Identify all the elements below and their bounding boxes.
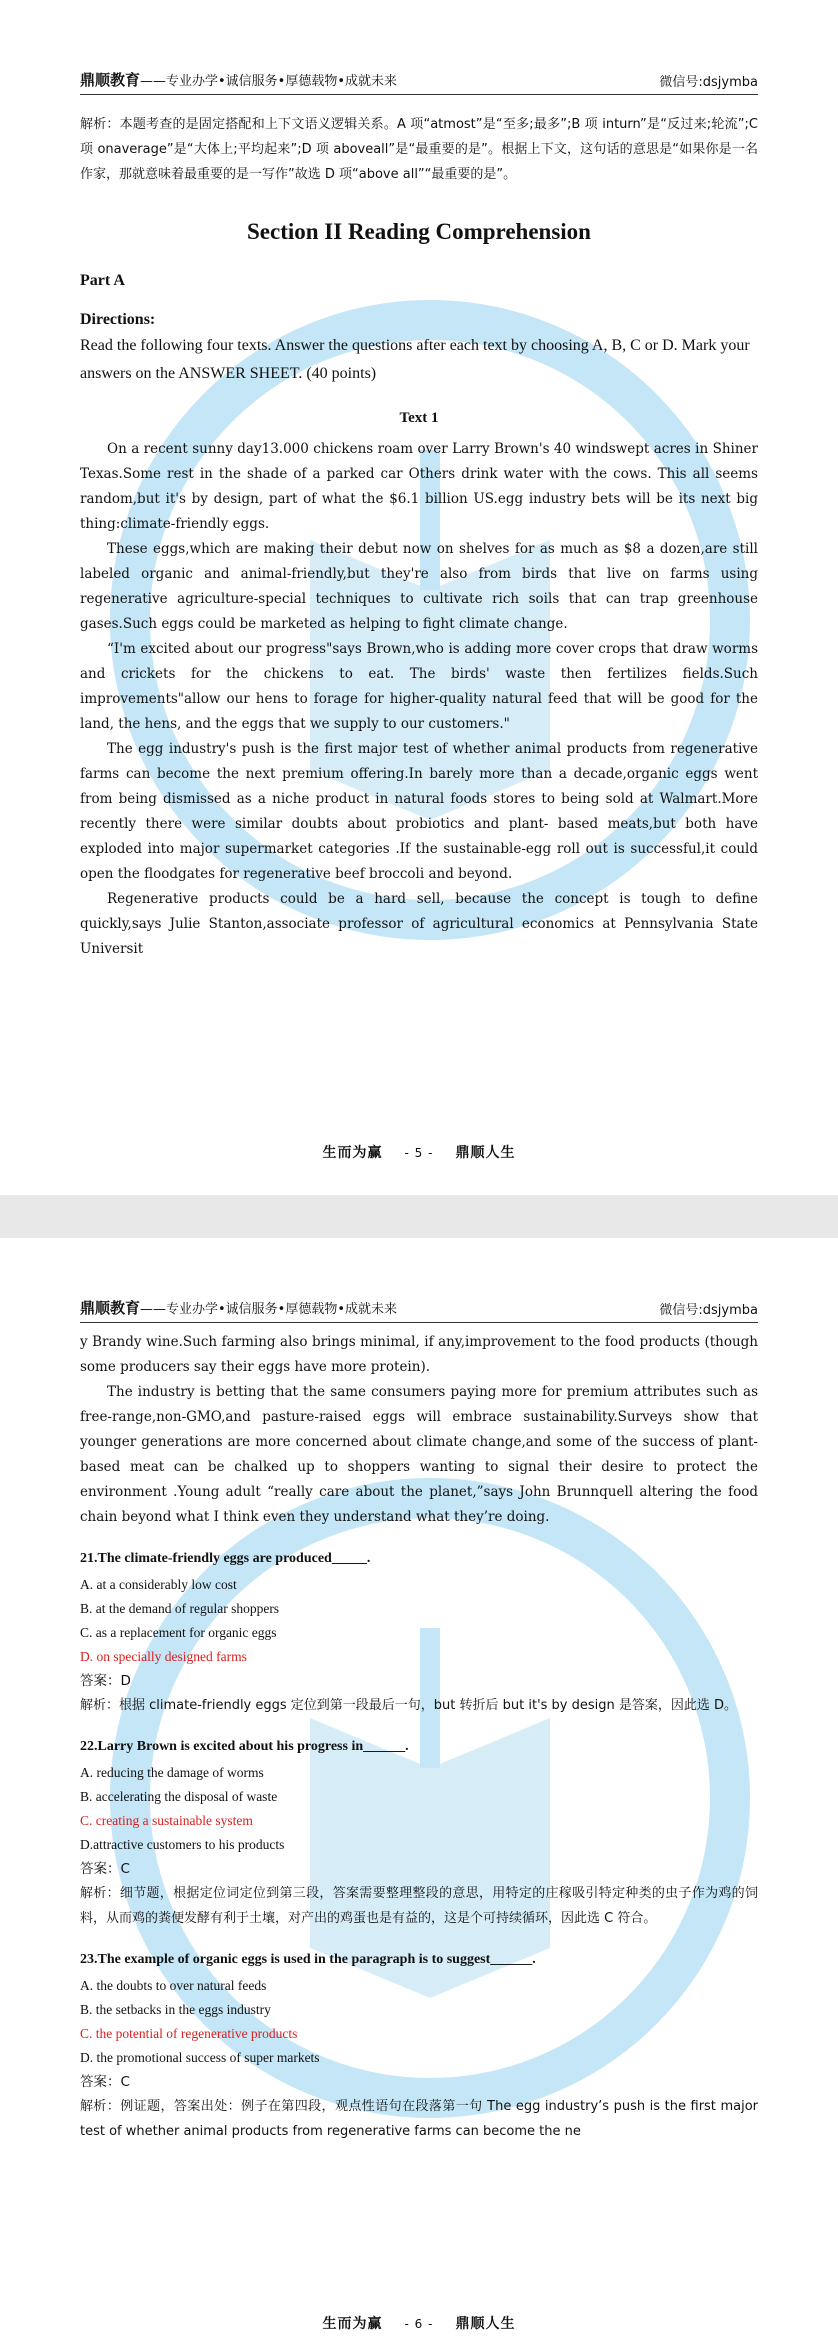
directions-heading: Directions: [80,311,156,328]
question-22-option-b: B. accelerating the disposal of waste [80,1789,278,1804]
question-21-option-d-correct: D. on specially designed farms [80,1649,247,1664]
paragraph-continuation: y Brandy wine.Such farming also brings minimal, if any,improvement to the food products (though some producers say their eggs have more protein). [80,1334,758,1375]
question-21-option-a: A. at a considerably low cost [80,1577,237,1592]
brand-name: 鼎顺教育 [80,71,141,89]
brand-slogan: ——专业办学•诚信服务•厚德载物•成就未来 [140,1302,398,1317]
paragraph: Regenerative products could be a hard sell, because the concept is tough to define quickly,says Julie Stanton,associate professor of agricultural economics at Pennsylvania State Universit [80,891,758,957]
question-22-answer: 答案：C [80,1861,130,1877]
page-header [80,60,758,95]
question-22-title: 22.Larry Brown is excited about his progress in______. [80,1739,409,1754]
page-number: - 6 - [404,2317,434,2331]
question-23-answer: 答案：C [80,2074,130,2090]
page-footer [0,2313,838,2333]
question-21-option-b: B. at the demand of regular shoppers [80,1601,280,1616]
question-22-option-d: D.attractive customers to his products [80,1837,285,1852]
question-23-option-a: A. the doubts to over natural feeds [80,1978,267,1993]
question-21-explanation: 解析：根据 climate-friendly eggs 定位到第一段最后一句，but 转折后 but it's by design 是答案，因此选 D。 [80,1698,738,1713]
section-title: Section II Reading Comprehension [247,219,591,244]
page-number: - 5 - [404,1146,434,1160]
page-footer [0,1142,838,1162]
question-21-answer: 答案：D [80,1673,131,1689]
paragraph: On a recent sunny day13.000 chickens roam over Larry Brown's 40 windswept acres in Shiner Texas.Some rest in the shade of a parked car Others drink water with the cows. This all seems random,but it's by design, part of what the $6.1 billion US.egg industry bets will be its next big thing:climate-friendly eggs. [80,441,758,532]
brand-name: 鼎顺教育 [80,1299,141,1317]
part-label: Part A [80,272,125,289]
question-23-option-c-correct: C. the potential of regenerative products [80,2026,298,2041]
document-page-6 [0,1238,838,2337]
page-header [80,1288,758,1323]
question-22-option-a: A. reducing the damage of worms [80,1765,264,1780]
question-23-option-d: D. the promotional success of super markets [80,2050,320,2065]
question-23-option-b: B. the setbacks in the eggs industry [80,2002,271,2017]
footer-right-motto: 鼎顺人生 [455,1145,516,1161]
wechat-id: 微信号:dsjymba [659,1303,758,1318]
paragraph: The egg industry's push is the first major test of whether animal products from regenerative farms can become the next premium offering.In barely more than a decade,organic eggs went from being dismissed as a niche product in natural foods stores to being sold at Walmart.More recently there were similar doubts about probiotics and plant- based meats,but both have exploded into major supermarket categories .If the sustainable-egg roll out is successful,it could open the floodgates for regenerative beef broccoli and beyond. [80,741,758,882]
question-22-option-c-correct: C. creating a sustainable system [80,1813,253,1828]
directions-text: Read the following four texts. Answer the questions after each text by choosing A, B, C or D. Mark your answers on the ANSWER SHEET. (40 points) [80,337,750,382]
page-6-content [80,1330,758,2144]
previous-question-explanation: 解析：本题考查的是固定搭配和上下文语义逻辑关系。A 项“atmost”是“至多;最多”;B 项 inturn”是“反过来;轮流”;C 项 onaverage”是“大体上;平均起来”;D 项 aboveall”是“最重要的是”。根据上下文，这句话的意思是“如果你是一名作家，那就意味着最重要的是一写作”故选 D 项“above all”“最重要的是”。 [80,117,758,182]
footer-left-motto: 生而为赢 [322,2316,383,2332]
footer-left-motto: 生而为赢 [322,1145,383,1161]
question-23-explanation: 解析：例证题，答案出处：例子在第四段，观点性语句在段落第一句 The egg industry’s push is the first major test of whether animal products from regenerative farms can become the ne [80,2099,758,2139]
question-22-explanation: 解析：细节题，根据定位词定位到第三段，答案需要整理整段的意思，用特定的庄稼吸引特定种类的虫子作为鸡的饲料，从而鸡的粪便发酵有利于土壤，对产出的鸡蛋也是有益的，这是个可持续循环，因此选 C 符合。 [80,1886,758,1926]
question-21-option-c: C. as a replacement for organic eggs [80,1625,277,1640]
question-23-title: 23.The example of organic eggs is used in the paragraph is to suggest______. [80,1952,536,1967]
text-title: Text 1 [399,410,439,426]
page-5-content [80,112,758,962]
wechat-id: 微信号:dsjymba [659,75,758,90]
brand-slogan: ——专业办学•诚信服务•厚德载物•成就未来 [140,74,398,89]
paragraph: “I'm excited about our progress"says Brown,who is adding more cover crops that draw worms and crickets for the chickens to eat. The birds' waste then fertilizes fields.Such improvements"allow our hens to forage for higher-quality natural feed that will be good for the land, the hens, and the eggs that we supply to our customers." [80,641,758,732]
paragraph: The industry is betting that the same consumers paying more for premium attributes such as free-range,non-GMO,and pasture-raised eggs will embrace sustainability.Surveys show that younger generations are more concerned about climate change,and some of the success of plant-based meat can be chalked up to shoppers wanting to signal their desire to protect the environment .Young adult “really care about the planet,”says John Brunnquell altering the food chain beyond what I think even they understand what they’re doing. [80,1384,758,1525]
footer-right-motto: 鼎顺人生 [455,2316,516,2332]
paragraph: These eggs,which are making their debut now on shelves for as much as $8 a dozen,are still labeled organic and animal-friendly,but they're also from birds that live on farms using regenerative agriculture-special techniques to cultivate rich soils that can trap greenhouse gases.Such eggs could be marketed as helping to fight climate change. [80,541,758,632]
question-21-title: 21.The climate-friendly eggs are produced_____. [80,1551,371,1566]
